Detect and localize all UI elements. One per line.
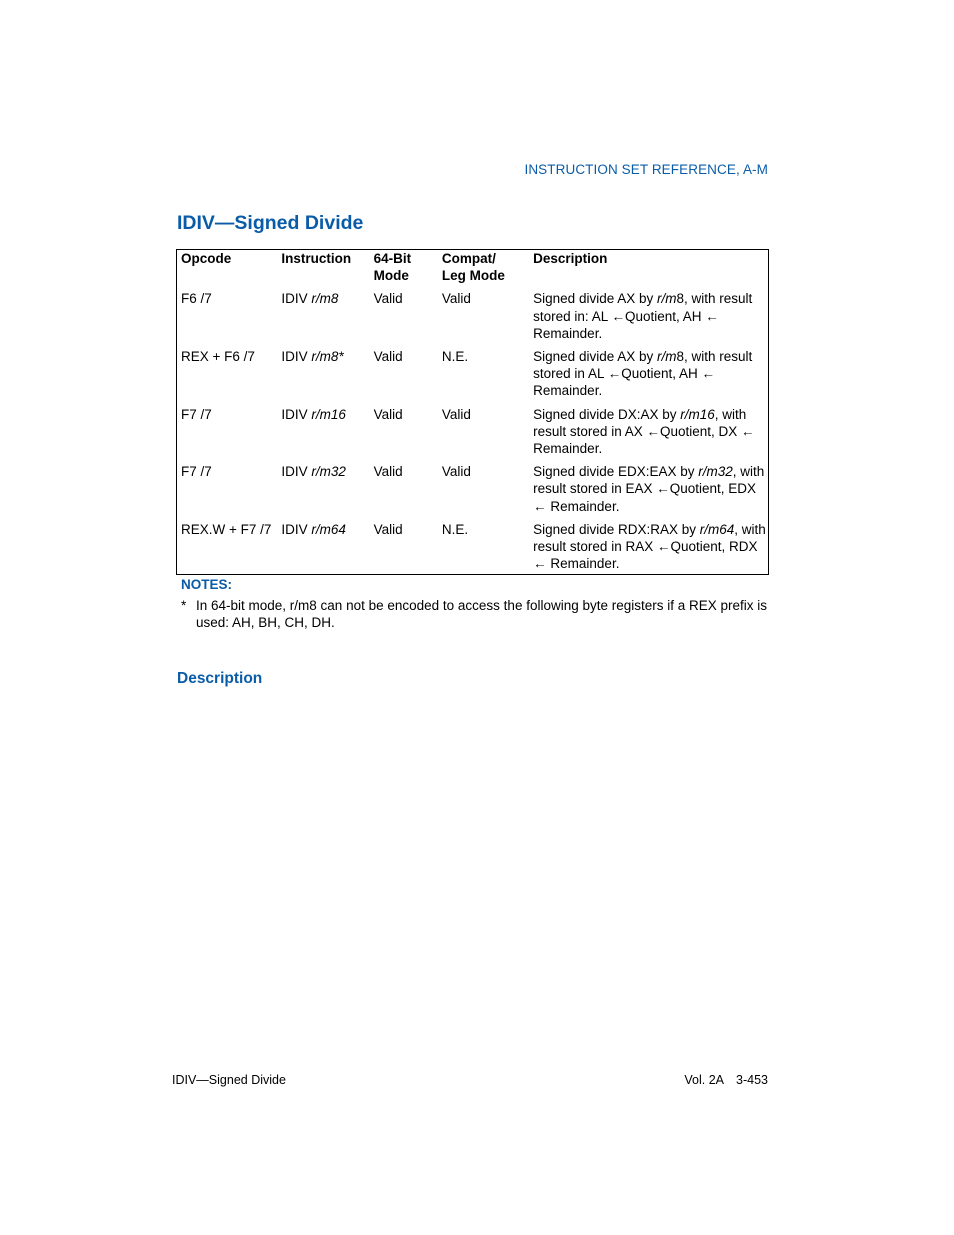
- table-row: [177, 290, 768, 348]
- opcode-table: [177, 250, 768, 578]
- header-compat-line1: Compat/: [441, 251, 496, 266]
- cell-opcode: REX.W + F7 /7: [181, 521, 272, 537]
- table-row: [177, 463, 768, 521]
- section-heading-description: Description: [177, 670, 263, 687]
- cell-64bit-mode: Valid: [373, 349, 403, 365]
- footer-title: IDIV—Signed Divide: [172, 1073, 286, 1087]
- cell-description: [533, 348, 768, 406]
- instr-prefix: IDIV: [281, 464, 312, 480]
- cell-opcode: F7 /7: [181, 464, 212, 480]
- cell-description: [533, 521, 768, 579]
- cell-instruction: [281, 406, 373, 464]
- cell-description: [533, 463, 768, 521]
- cell-description: [533, 406, 768, 464]
- instr-operand: r/m64: [311, 521, 346, 537]
- header-opcode: Opcode: [181, 251, 232, 266]
- header-instruction: Instruction: [281, 251, 352, 266]
- instr-operand: r/m8*: [311, 349, 344, 365]
- instr-prefix: IDIV: [281, 521, 312, 537]
- cell-compat-mode: Valid: [441, 291, 471, 307]
- running-head: INSTRUCTION SET REFERENCE, A-M: [524, 162, 768, 177]
- note-marker: *: [181, 598, 187, 613]
- desc-text-b: , with result stored in RAX ←Quotient, RDX ← Remainder.: [533, 521, 766, 572]
- note-text: In 64-bit mode, r/m8 can not be encoded to access the following byte registers if a REX prefix is used: AH, BH, CH, DH.: [196, 598, 768, 631]
- notes-title: NOTES:: [181, 577, 233, 592]
- cell-opcode: REX + F6 /7: [181, 349, 255, 365]
- table-row: [177, 521, 768, 579]
- desc-text-b: 8, with result stored in: AL ←Quotient, AH ← Remainder.: [533, 291, 753, 341]
- desc-text-a: Signed divide DX:AX by: [533, 406, 681, 422]
- instr-prefix: IDIV: [281, 291, 312, 307]
- instr-prefix: IDIV: [281, 406, 312, 422]
- table-row: [177, 406, 768, 464]
- instr-operand: r/m8: [311, 291, 339, 307]
- cell-compat-mode: Valid: [441, 464, 471, 480]
- desc-italic: r/m32: [698, 464, 733, 480]
- instr-operand: r/m16: [311, 406, 346, 422]
- cell-opcode: F6 /7: [181, 291, 212, 307]
- cell-description: [533, 290, 768, 348]
- cell-instruction: [281, 348, 373, 406]
- cell-compat-mode: Valid: [441, 406, 471, 422]
- header-64bit-line2: Mode: [373, 268, 409, 284]
- header-compat-mode: [442, 250, 533, 290]
- table-header-row: [177, 250, 768, 290]
- footer-page-number: 3-453: [736, 1073, 768, 1087]
- opcode-table-box: [176, 249, 769, 575]
- cell-instruction: [281, 290, 373, 348]
- footer-page-info: [684, 1073, 768, 1087]
- cell-compat-mode: N.E.: [441, 349, 469, 365]
- desc-italic: r/m: [657, 291, 677, 307]
- header-description: Description: [533, 251, 608, 266]
- footer-volume: Vol. 2A: [684, 1073, 725, 1087]
- note-item: [181, 597, 771, 631]
- desc-italic: r/m16: [680, 406, 715, 422]
- cell-64bit-mode: Valid: [373, 521, 403, 537]
- cell-compat-mode: N.E.: [441, 521, 469, 537]
- cell-opcode: F7 /7: [181, 406, 212, 422]
- cell-64bit-mode: Valid: [373, 291, 403, 307]
- desc-text-b: , with result stored in AX ←Quotient, DX ← Remainder.: [533, 406, 755, 457]
- header-64bit-mode: [374, 250, 442, 290]
- table-row: [177, 348, 768, 406]
- desc-text-a: Signed divide RDX:RAX by: [533, 521, 700, 537]
- desc-italic: r/m: [657, 349, 677, 365]
- cell-instruction: [281, 521, 373, 579]
- header-compat-line2: Leg Mode: [441, 268, 505, 284]
- desc-text-b: 8, with result stored in AL ←Quotient, AH ← Remainder.: [533, 349, 753, 399]
- desc-text-a: Signed divide AX by: [533, 291, 657, 307]
- cell-64bit-mode: Valid: [373, 406, 403, 422]
- desc-italic: r/m64: [699, 521, 735, 537]
- desc-text-a: Signed divide AX by: [533, 349, 657, 365]
- header-64bit-line1: 64-Bit: [373, 251, 412, 266]
- cell-64bit-mode: Valid: [373, 464, 403, 480]
- cell-instruction: [281, 463, 373, 521]
- instr-operand: r/m32: [311, 464, 346, 480]
- page-title: IDIV—Signed Divide: [177, 212, 364, 234]
- desc-text-b: , with result stored in EAX ←Quotient, EDX ← Remainder.: [533, 464, 765, 514]
- desc-text-a: Signed divide EDX:EAX by: [533, 464, 699, 480]
- instr-prefix: IDIV: [281, 349, 312, 365]
